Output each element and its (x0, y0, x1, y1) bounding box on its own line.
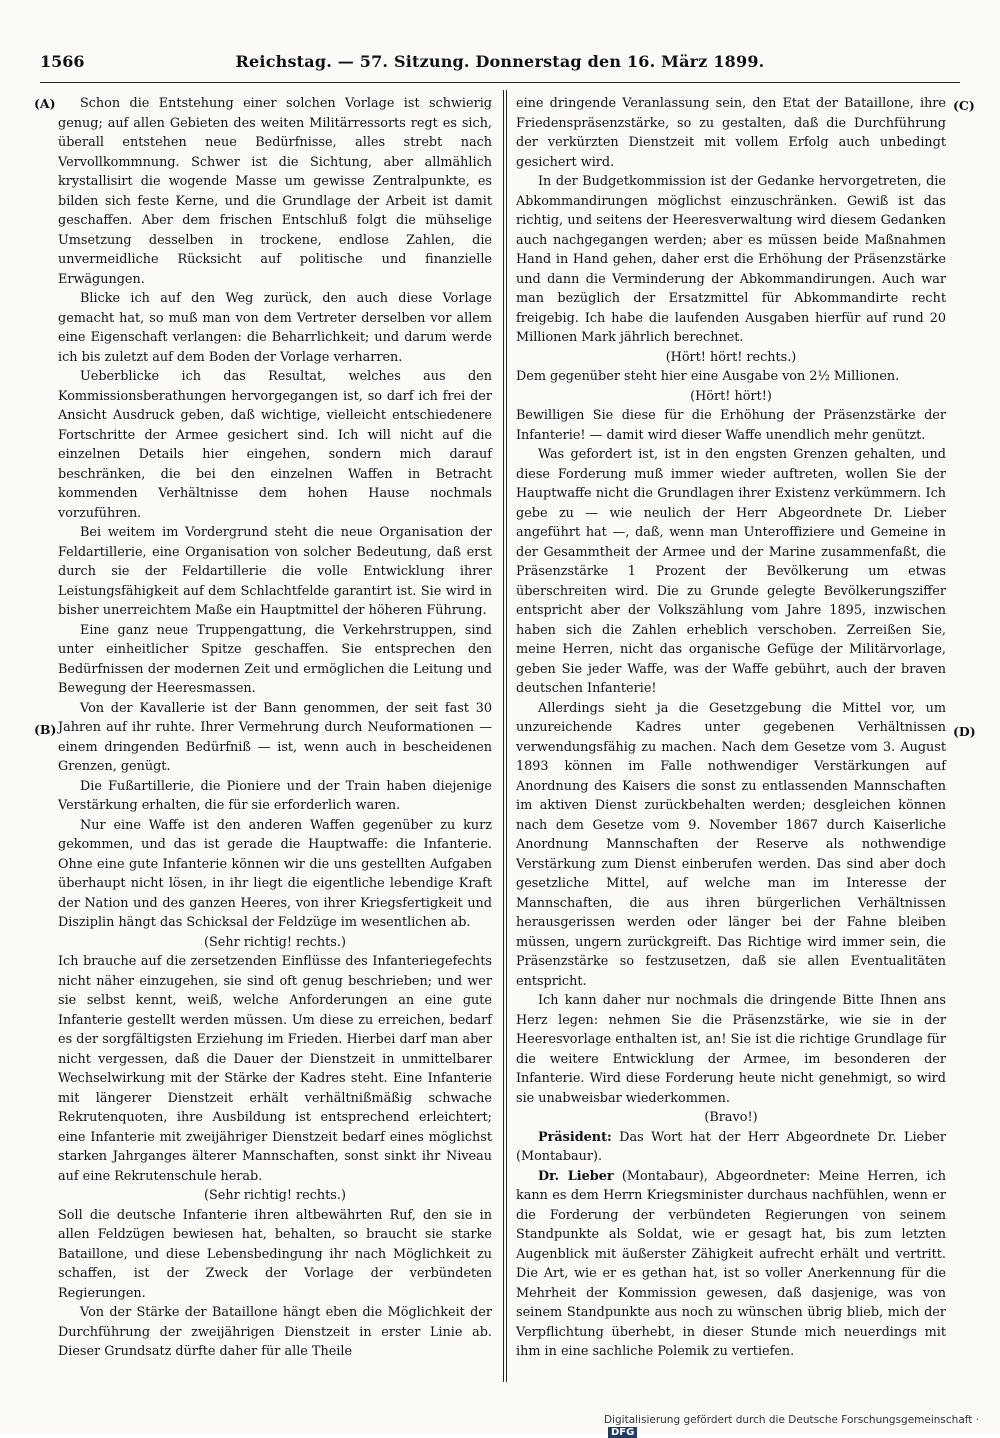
paragraph-text: (Sehr richtig! rechts.) (204, 934, 346, 950)
paragraph-text: Was gefordert ist, ist in den engsten Grenzen gehalten, und diese Forderung muß immer wieder auftreten, wollen Sie der Hauptwaffe nicht die Grundlagen ihrer Existenz verkümmern. Ich gebe zu — wie neulich der Herr Abgeordnete Dr. Lieber angeführt hat —, daß, wenn man Unteroffiziere und Gemeine in der Gesammtheit der Armee und der Marine zusammenfaßt, die Präsenzstärke 1 Prozent der Bevölkerung um etwas überschreiten wird. Die zu Grunde gelegte Bevölkerungsziffer entspricht aber der Volkszählung vom Jahre 1895, inzwischen haben sich die Zahlen erheblich verschoben. Zerreißen Sie, meine Herren, nicht das organische Gefüge der Militärvorlage, geben Sie jeder Waffe, was der Waffe gebührt, auch der braven deutschen Infanterie! (516, 447, 946, 696)
paragraph (516, 367, 946, 387)
paragraph-text: (Hört! hört! rechts.) (665, 349, 797, 365)
paragraph-text: Bewilligen Sie diese für die Erhöhung der Präsenzstärke der Infanterie! — damit wird dieser Waffe unendlich mehr genützt. (516, 408, 946, 443)
paragraph (58, 777, 492, 816)
paragraph-text: (Bravo!) (704, 1110, 758, 1125)
paragraph (58, 289, 492, 367)
paragraph-text: Die Fußartillerie, die Pioniere und der Train haben diejenige Verstärkung erhalten, die für sie erforderlich waren. (58, 778, 492, 813)
paragraph-text: Dem gegenüber steht hier eine Ausgabe von 2½ Millionen. (516, 369, 900, 384)
paragraph (58, 699, 492, 777)
paragraph (516, 991, 946, 1108)
speaker-name: Präsident: (538, 1129, 612, 1145)
paragraph (516, 1167, 946, 1362)
paragraph-text: eine dringende Veranlassung sein, den Etat der Bataillone, ihre Friedenspräsenzstärke, so zu gestalten, daß die Durchführung der verkürzten Dienstzeit mit vollem Erfolg auch unbedingt gesichert wird. (516, 96, 946, 170)
margin-marker-a: (A) (34, 96, 56, 111)
paragraph (516, 387, 946, 407)
paragraph-text: Von der Stärke der Bataillone hängt eben die Möglichkeit der Durchführung der zweijährigen Dienstzeit in erster Linie ab. Dieser Grundsatz dürfte daher für alle Theile (58, 1305, 492, 1359)
page-number: 1566 (40, 52, 85, 71)
footer-credit (604, 1414, 1000, 1438)
paragraph (516, 1108, 946, 1128)
paragraph (516, 348, 946, 368)
dfg-logo: DFG (608, 1427, 637, 1438)
margin-marker-d: (D) (953, 724, 976, 739)
paragraph-text: Ich kann daher nur nochmals die dringende Bitte Ihnen ans Herz legen: nehmen Sie die Präsenzstärke, wie sie in der Heeresvorlage enthalten ist, an! Sie ist die richtige Grundlage für die weitere Entwicklung der Armee, im besonderen der Infanterie. Wird diese Forderung heute nicht genehmigt, so wird sie unabweisbar wiederkommen. (516, 993, 946, 1106)
right-column (516, 94, 946, 1362)
paragraph-text: Blicke ich auf den Weg zurück, den auch diese Vorlage gemacht hat, so muß man von dem Vertreter derselben vor allem eine Eigenschaft verlangen: die Beharrlichkeit; und darum werde ich bis zuletzt auf dem Boden der Vorlage verharren. (58, 291, 492, 365)
paragraph (58, 367, 492, 523)
paragraph-text: Ueberblicke ich das Resultat, welches aus den Kommissionsberathungen hervorgegangen ist, so darf ich frei der Ansicht Ausdruck geben, daß wichtige, vielleicht entschiedenere Fortschritte der Armee gesichert sind. Ich will nicht auf die einzelnen Details hier eingehen, sondern mich darauf beschränken, die bei den einzelnen Waffen in Betracht kommenden Verhältnisse dem hohen Hause nochmals vorzuführen. (58, 369, 492, 521)
margin-marker-b: (B) (34, 722, 57, 737)
paragraph (516, 699, 946, 992)
paragraph (58, 621, 492, 699)
paragraph-text: Bei weitem im Vordergrund steht die neue Organisation der Feldartillerie, eine Organisation von solcher Bedeutung, daß erst durch sie der Feldartillerie die volle Entwicklung ihrer Leistungsfähigkeit auf dem Schlachtfelde garantirt ist. Sie wird in bisher unerreichtem Maße ein Hauptmittel der höheren Führung. (58, 525, 492, 618)
paragraph-text: In der Budgetkommission ist der Gedanke hervorgetreten, die Abkommandirungen möglichst einzuschränken. Gewiß ist das richtig, und seitens der Heeresverwaltung wird diesem Gedanken auch nachgegangen werden; aber es müssen beide Maßnahmen Hand in Hand gehen, daher erst die Erhöhung der Präsenzstärke und dann die Verminderung der Abkommandirungen. Auch war man bezüglich der Ersatzmittel für Abkommandirte recht freigebig. Ich habe die laufenden Ausgaben hierfür auf rund 20 Millionen Mark jährlich berechnet. (516, 174, 946, 345)
paragraph (58, 1303, 492, 1362)
paragraph (58, 1206, 492, 1304)
paragraph (58, 1186, 492, 1206)
paragraph (516, 172, 946, 348)
running-title: Reichstag. — 57. Sitzung. Donnerstag den 16. März 1899. (235, 52, 765, 71)
page-header (40, 52, 960, 78)
paragraph-text: Eine ganz neue Truppengattung, die Verkehrstruppen, sind unter einheitlicher Spitze geschaffen. Sie entsprechen den Bedürfnissen der modernen Zeit und ermöglichen die Leitung und Bewegung der Heeresmassen. (58, 622, 492, 696)
paragraph-text: (Montabaur), Abgeordneter: Meine Herren, ich kann es dem Herrn Kriegsminister durchaus nachfühlen, wenn er die Forderung der verbündeten Regierungen von seinem Standpunkte als Soldat, wie er gesagt hat, bis zum letzten Augenblick mit äußerster Zähigkeit aufrecht erhält und vertritt. Die Art, wie er es gethan hat, ist so voller Anerkennung für die Mehrheit der Kommission gewesen, daß dasjenige, was von seinem Standpunkte aus noch zu wünschen übrig blieb, mich der Verpflichtung überhebt, in dieser Stunde mich neuerdings mit ihm in eine sachliche Polemik zu vertiefen. (516, 1168, 946, 1359)
paragraph-text: (Sehr richtig! rechts.) (204, 1188, 346, 1203)
paragraph-text: Das Wort hat der Herr Abgeordnete Dr. Lieber (Montabaur). (516, 1129, 946, 1164)
footer-text: Digitalisierung gefördert durch die Deutsche Forschungsgemeinschaft · (604, 1414, 980, 1426)
paragraph (58, 933, 492, 953)
paragraph-text: Von der Kavallerie ist der Bann genommen, der seit fast 30 Jahren auf ihr ruhte. Ihrer Vermehrung durch Neuformationen — einem dringenden Bedürfniß — ist, wenn auch in bescheidenen Grenzen, genügt. (58, 700, 492, 774)
paragraph (58, 952, 492, 1186)
left-column (58, 94, 492, 1362)
paragraph (516, 406, 946, 445)
column-divider (503, 90, 507, 1382)
header-rule (40, 82, 960, 83)
paragraph (516, 1128, 946, 1167)
paragraph (516, 94, 946, 172)
paragraph-text: Nur eine Waffe ist den anderen Waffen gegenüber zu kurz gekommen, und das ist gerade die Hauptwaffe: die Infanterie. Ohne eine gute Infanterie können wir die uns gestellten Aufgaben überhaupt nicht lösen, in ihr liegt die eigentliche lebendige Kraft der Nation und des ganzen Heeres, von ihrer Kriegsfertigkeit und Disziplin hängt das Schicksal der Feldzüge im wesentlichen ab. (58, 817, 492, 930)
paragraph (58, 94, 492, 289)
paragraph-text: (Hört! hört!) (690, 388, 772, 404)
speaker-name: Dr. Lieber (538, 1168, 614, 1184)
paragraph-text: Allerdings sieht ja die Gesetzgebung die Mittel vor, um unzureichende Kadres unter gegebenen Verhältnissen verwendungsfähig zu machen. Nach dem Gesetze vom 3. August 1893 können im Falle nothwendiger Verstärkungen auf Anordnung des Kaisers die sonst zu entlassenden Mannschaften im aktiven Dienst zurückbehalten werden; desgleichen können nach dem Gesetze vom 9. November 1867 durch Kaiserliche Anordnung Mannschaften der Reserve als nothwendige Verstärkung zum Dienst einberufen werden. Das sind aber doch gesetzliche Mittel, auf welche man im Interesse der Mannschaften, die aus ihren bürgerlichen Verhältnissen herausgerissen werden oder länger bei der Fahne bleiben müssen, ungern zurückgreift. Das Richtige wird immer sein, die Präsenzstärke so festzusetzen, daß sie allen Eventualitäten entspricht. (516, 700, 946, 989)
paragraph-text: Soll die deutsche Infanterie ihren altbewährten Ruf, den sie in allen Feldzügen bewiesen hat, behalten, so braucht sie starke Bataillone, und diese Lebensbedingung ihr nach Möglichkeit zu schaffen, ist der Zweck der Vorlage der verbündeten Regierungen. (58, 1207, 492, 1301)
paragraph (58, 816, 492, 933)
paragraph-text: Ich brauche auf die zersetzenden Einflüsse des Infanteriegefechts nicht näher einzugehen, sie sind oft genug beschrieben; und wer sie selbst kennt, weiß, welche Anforderungen an eine gute Infanterie gestellt werden müssen. Um diese zu erreichen, bedarf es der sorgfältigsten Erziehung im Frieden. Hierbei darf man aber nicht vergessen, daß die Dauer der Dienstzeit in unmittelbarer Wechselwirkung mit der Stärke der Kadres steht. Eine Infanterie mit längerer Dienstzeit erhält verhältnißmäßig schwache Rekrutenquoten, ihre Ausbildung ist entsprechend erleichtert; eine Infanterie mit zweijähriger Dienstzeit bedarf eines möglichst starken Jahrganges älterer Mannschaften, sonst sinkt ihr Niveau auf eine Rekrutenschule herab. (58, 954, 492, 1184)
paragraph (58, 523, 492, 621)
paragraph (516, 445, 946, 699)
paragraph-text: Schon die Entstehung einer solchen Vorlage ist schwierig genug; auf allen Gebieten des weiten Militärressorts regt es sich, überall entstehen neue Bedürfnisse, alles strebt nach Vervollkommnung. Schwer ist die Sichtung, aber allmählich krystallisirt die wogende Masse um gewisse Zentralpunkte, es bilden sich feste Kerne, und die Grundlage der Arbeit ist damit geschaffen. Aber dem frischen Entschluß folgt die mühselige Umsetzung desselben in trockene, endlose Zahlen, die unvermeidliche Rücksicht auf politische und finanzielle Erwägungen. (58, 96, 492, 287)
margin-marker-c: (C) (953, 98, 975, 113)
